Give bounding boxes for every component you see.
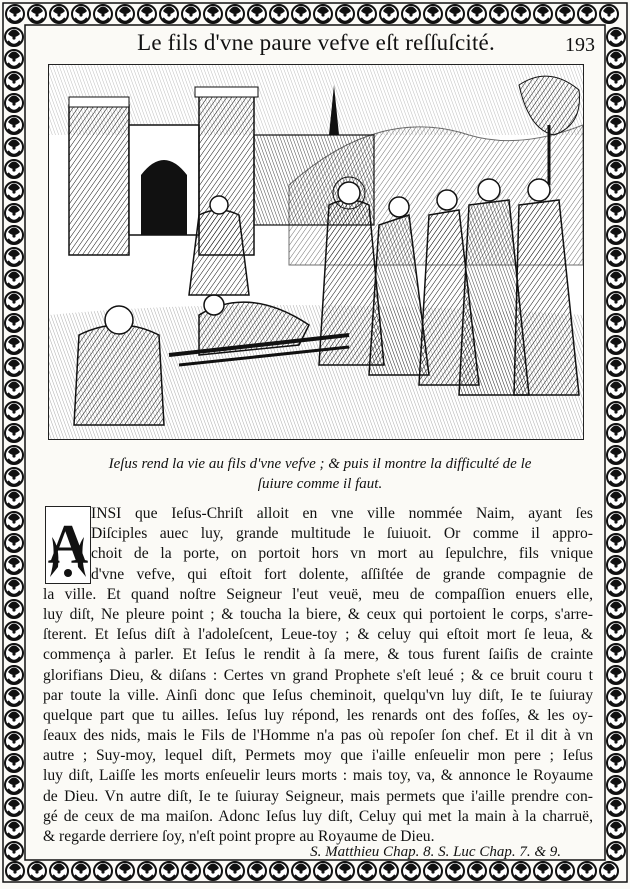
body-line: de Dieu. Vn autre diſt, Ie te ſuiuray Seigneur, mais permets que i'aille prendre con- (43, 787, 593, 805)
body-line: luy diſt, Laiſſe les morts enſeuelir leurs morts : mais toy, va, & annonce le Royaume (43, 767, 593, 785)
illustration-caption (63, 454, 577, 494)
body-line: INSI que Ieſus-Chriſt alloit en vne ville nommée Naim, ayant ſes (91, 505, 593, 522)
body-line: ſeaux des nids, mais le Fils de l'Homme n'a pas où repoſer ſon chef. Et il dit à vn (43, 727, 593, 745)
drop-cap-letter: A (47, 514, 89, 576)
body-line: quelque part que tu ailles. Ieſus luy répond, les renards ont des foſſes, & les oy- (43, 706, 593, 724)
page-number: 193 (565, 34, 595, 56)
body-line: luy diſt, Ne pleure point ; & toucha la biere, & ceux qui portoient le corps, s'arre- (43, 605, 593, 623)
body-line: d'vne vefve, qui eſtoit fort dolente, aſſiſtée de grande compagnie de (91, 565, 593, 583)
page-content (35, 28, 597, 860)
body-line: & regarde derriere ſoy, n'eſt point propre au Royaume de Dieu. (43, 828, 435, 845)
body-line: Diſciples auec luy, grande multitude le ſuiuoit. Or comme il appro- (91, 525, 593, 543)
body-line: par toute la ville. Ainſi donc que Ieſus cheminoit, quelqu'vn luy diſt, Ie te ſuiuray (43, 686, 593, 704)
caption-line: ſuiure comme il faut. (257, 476, 383, 492)
body-line: gé de ceux de ma maiſon. Adonc Ieſus luy diſt, Celuy qui met la main à la charruë, (43, 807, 593, 825)
body-line: glorifians Dieu, & diſans : Certes vn grand Prophete s'eſt leué ; & ce bruit couru t (43, 666, 593, 684)
body-line: commença à parler. Et Ieſus le rendit à ſa mere, & tous furent ſaiſis de crainte (43, 646, 593, 664)
body-line: la ville. Et quand noſtre Seigneur l'eut veuë, meu de compaſſion enuers elle, (43, 585, 593, 603)
body-line: autre ; Suy-moy, lequel diſt, Permets moy que i'aille enſeuelir mon pere ; Ieſus (43, 747, 593, 765)
body-line: choit de la porte, on portoit hors vn mort au ſepulchre, fils vnique (91, 545, 593, 563)
page-header (35, 28, 597, 64)
running-title: Le fils d'vne paure vefve eſt reſſuſcité. (137, 30, 495, 55)
woodcut-illustration (48, 64, 584, 440)
body-text (43, 504, 593, 847)
body-line: ſterent. Et Ieſus diſt à l'adoleſcent, Leue-toy ; & celuy qui eſtoit mort ſe leua, & (43, 626, 593, 644)
scripture-reference: S. Matthieu Chap. 8. S. Luc Chap. 7. & 9. (310, 844, 561, 860)
caption-line: Ieſus rend la vie au fils d'vne vefve ; & puis il montre la difficulté de le (108, 456, 532, 472)
